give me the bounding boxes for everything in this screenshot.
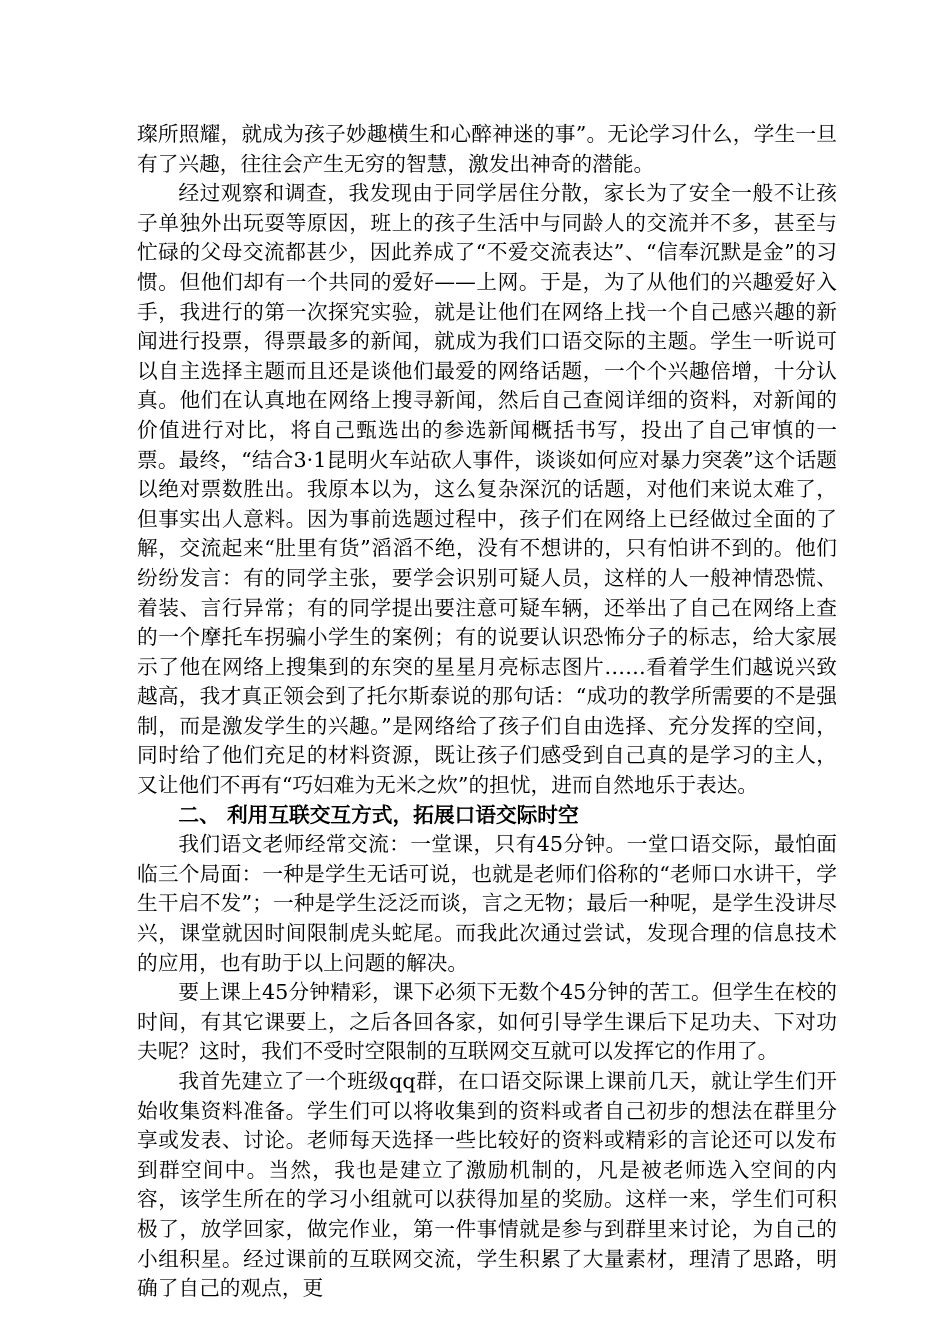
paragraph-continuation: 璨所照耀，就成为孩子妙趣横生和心醉神迷的事”。无论学习什么，学生一旦有了兴趣，往往会产生无穷的智慧，激发出神奇的潜能。: [137, 122, 837, 176]
document-page: [137, 120, 837, 1304]
paragraph-qq-group: 我首先建立了一个班级qq群，在口语交际课上课前几天，就让学生们开始收集资料准备。学生们可以将收集到的资料或者自己初步的想法在群里分享或发表、讨论。老师每天选择一些比较好的资料或精彩的言论还可以发布到群空间中。当然，我也是建立了激励机制的，凡是被老师选入空间的内容，该学生所在的学习小组就可以获得加星的奖励。这样一来，学生们可积极了，放学回家，做完作业，第一件事情就是参与到群里来讨论，为自己的小组积星。经过课前的互联网交流，学生积累了大量素材，理清了思路，明确了自己的观点，更: [137, 1069, 837, 1301]
paragraph-network-interest: 经过观察和调查，我发现由于同学居住分散，家长为了安全一般不让孩子单独外出玩耍等原因，班上的孩子生活中与同龄人的交流并不多，甚至与忙碌的父母交流都甚少，因此养成了“不爱交流表达”、“信奉沉默是金”的习惯。但他们却有一个共同的爱好——上网。于是，为了从他们的兴趣爱好入手，我进行的第一次探究实验，就是让他们在网络上找一个自己感兴趣的新闻进行投票，得票最多的新闻，就成为我们口语交际的主题。学生一听说可以自主选择主题而且还是谈他们最爱的网络话题，一个个兴趣倍增，十分认真。他们在认真地在网络上搜寻新闻，然后自己查阅详细的资料，对新闻的价值进行对比，将自己甄选出的参选新闻概括书写，投出了自己审慎的一票。最终，“结合3·1昆明火车站砍人事件，谈谈如何应对暴力突袭”这个话题以绝对票数胜出。我原本以为，这么复杂深沉的话题，对他们来说太难了，但事实出人意料。因为事前选题过程中，孩子们在网络上已经做过全面的了解，交流起来“肚里有货”滔滔不绝，没有不想讲的，只有怕讲不到的。他们纷纷发言：有的同学主张，要学会识别可疑人员，这样的人一般神情恐慌、着装、言行异常；有的同学提出要注意可疑车辆，还举出了自己在网络上查的一个摩托车拐骗小学生的案例；有的说要认识恐怖分子的标志，给大家展示了他在网络上搜集到的东突的星星月亮标志图片……看着学生们越说兴致越高，我才真正领会到了托尔斯泰说的那句话：“成功的教学所需要的不是强制，而是激发学生的兴趣。”是网络给了孩子们自由选择、充分发挥的空间，同时给了他们充足的材料资源，既让孩子们感受到自己真的是学习的主人，又让他们不再有“巧妇难为无米之炊”的担忧，进而自然地乐于表达。: [137, 181, 837, 798]
paragraph-after-class: 要上课上45分钟精彩，课下必须下无数个45分钟的苦工。但学生在校的时间，有其它课要上，之后各回各家，如何引导学生课后下足功夫、下对功夫呢？这时，我们不受时空限制的互联网交互就可以发挥它的作用了。: [137, 980, 837, 1064]
section-heading: 二、 利用互联交互方式，拓展口语交际时空: [178, 802, 579, 827]
paragraph-45-minutes: 我们语文老师经常交流：一堂课，只有45分钟。一堂口语交际，最怕面临三个局面：一种是学生无话可说，也就是老师们俗称的“老师口水讲干，学生干启不发”；一种是学生泛泛而谈，言之无物；最后一种呢，是学生没讲尽兴，课堂就因时间限制虎头蛇尾。而我此次通过尝试，发现合理的信息技术的应用，也有助于以上问题的解决。: [137, 832, 837, 975]
